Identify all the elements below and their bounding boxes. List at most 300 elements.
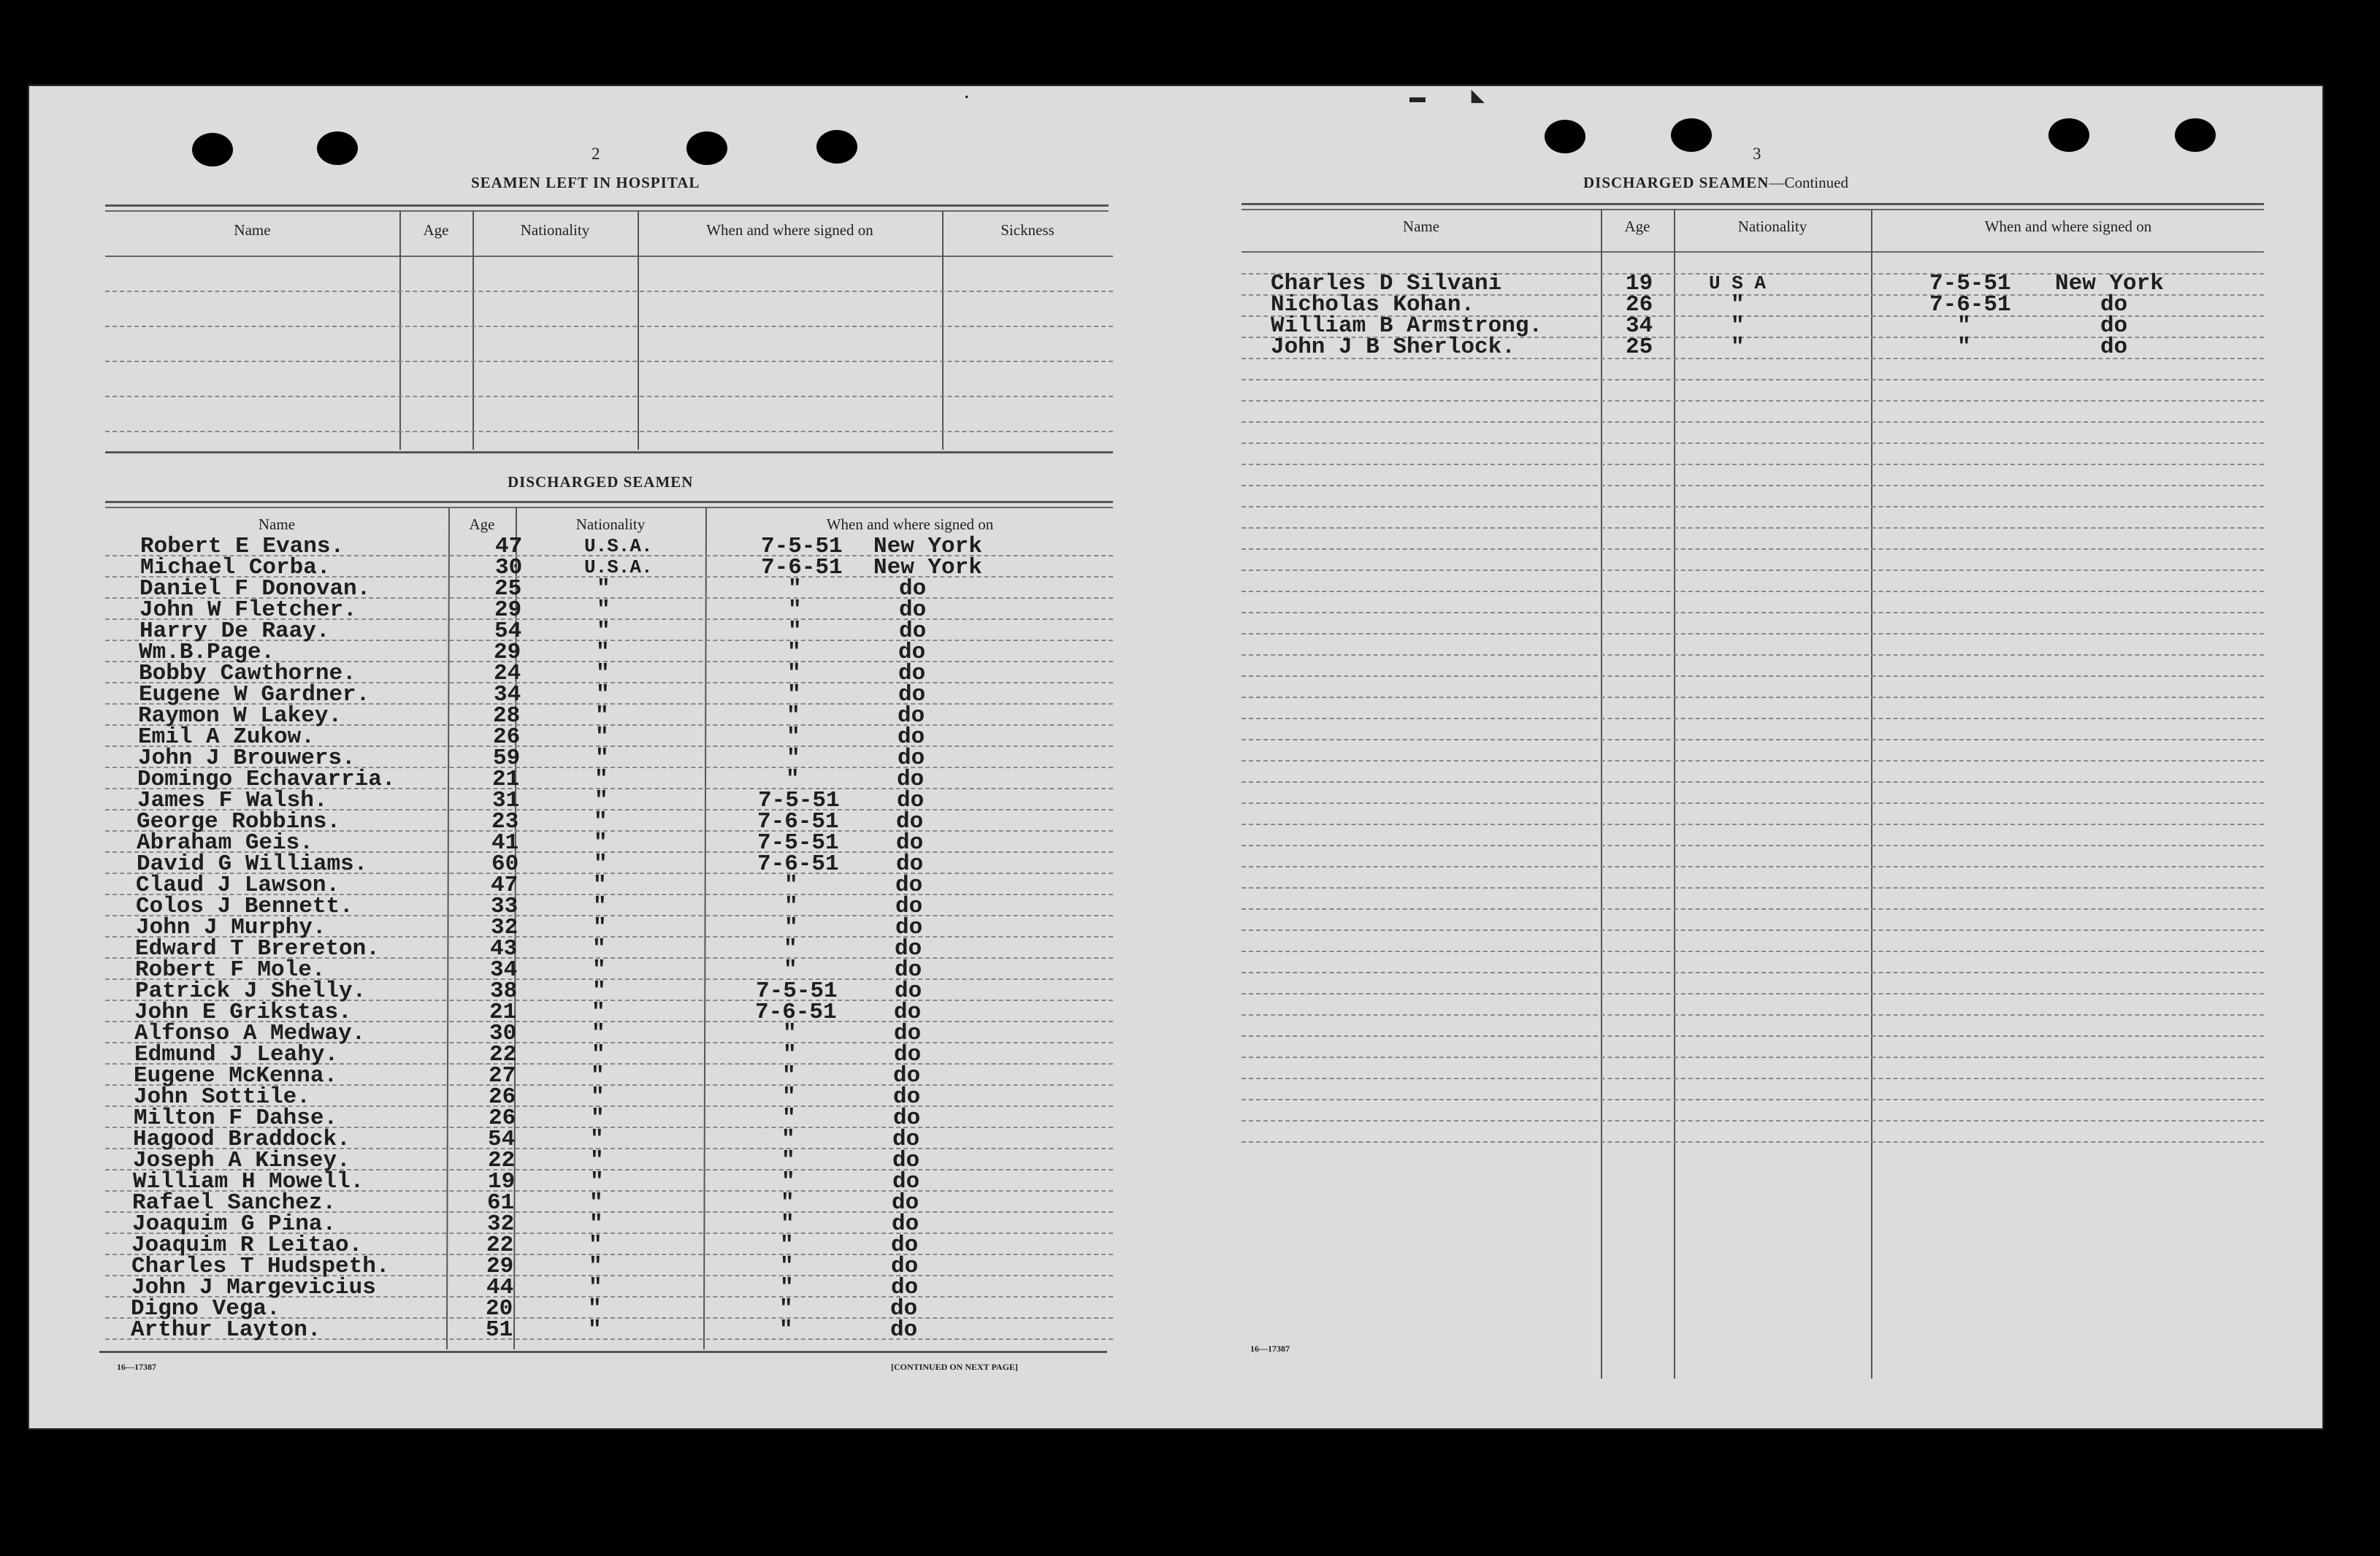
- seaman-nationality: ": [595, 724, 609, 750]
- rule: [105, 501, 1113, 503]
- ruled-line: [1241, 781, 2264, 783]
- signed-on-place: do: [898, 746, 925, 771]
- seaman-name: John E Grikstas.: [134, 1000, 352, 1025]
- hospital-header-nationality: Nationality: [520, 221, 590, 239]
- ruled-line: [1241, 802, 2264, 804]
- signed-on-place: do: [899, 576, 927, 602]
- signed-on-place: New York: [873, 555, 982, 580]
- rule: [99, 1351, 1107, 1353]
- punch-hole: [317, 131, 358, 165]
- ruled-line: [1241, 887, 2264, 889]
- ruled-line: [1241, 548, 2264, 550]
- column-divider: [1871, 209, 1872, 1379]
- seaman-name: Michael Corba.: [140, 555, 331, 580]
- seaman-nationality: ": [589, 1211, 603, 1237]
- seaman-nationality: ": [592, 1021, 605, 1046]
- seaman-age: 22: [486, 1233, 514, 1258]
- seaman-name: Colos J Bennett.: [136, 894, 353, 919]
- ruled-line: [1241, 527, 2264, 529]
- column-divider: [1601, 209, 1602, 1379]
- hospital-header-name: Name: [234, 221, 271, 239]
- seaman-name: Arthur Layton.: [131, 1317, 321, 1343]
- ruled-line: [1241, 485, 2264, 486]
- signed-on-place: do: [893, 1105, 921, 1131]
- signed-on-place: do: [894, 1042, 922, 1068]
- scanned-manifest-spread: [29, 86, 2322, 1428]
- signed-on-date: ": [787, 703, 800, 729]
- continued-section-title: [1583, 174, 1848, 192]
- seaman-nationality: ": [592, 1000, 605, 1025]
- signed-on-date: 7-5-51: [756, 978, 838, 1004]
- ruled-line: [1241, 739, 2264, 740]
- signed-on-place: do: [892, 1211, 919, 1237]
- ruled-line: [1241, 633, 2264, 635]
- signed-on-date: ": [784, 957, 797, 983]
- seaman-nationality: ": [596, 682, 610, 708]
- ruled-line: [1241, 951, 2264, 952]
- ruled-line: [1241, 824, 2264, 825]
- seaman-name: John Sottile.: [134, 1084, 310, 1110]
- seaman-age: 20: [486, 1296, 513, 1322]
- seaman-age: 26: [489, 1105, 516, 1131]
- signed-on-place: do: [892, 1127, 920, 1152]
- seaman-nationality: ": [590, 1148, 604, 1173]
- seaman-nationality: ": [594, 851, 608, 877]
- page-number: 2: [592, 145, 600, 163]
- seaman-nationality: U.S.A.: [584, 535, 653, 557]
- signed-on-date: ": [779, 1317, 793, 1343]
- seaman-age: 54: [488, 1127, 516, 1152]
- seaman-nationality: ": [590, 1169, 604, 1195]
- signed-on-date: ": [781, 1127, 795, 1152]
- signed-on-place: do: [895, 978, 922, 1004]
- signed-on-place: do: [2100, 313, 2128, 339]
- column-divider: [1674, 209, 1675, 1379]
- seaman-nationality: ": [592, 957, 606, 983]
- ink-speck: ◣: [1472, 86, 1484, 104]
- seaman-nationality: ": [589, 1190, 603, 1216]
- signed-on-place: do: [898, 703, 925, 729]
- ruled-line: [1241, 442, 2264, 444]
- signed-on-date: ": [1957, 313, 1971, 339]
- rule: [105, 204, 1109, 207]
- signed-on-date: ": [781, 1211, 795, 1237]
- signed-on-place: do: [895, 957, 922, 983]
- rule: [1241, 251, 2264, 253]
- seaman-nationality: ": [595, 746, 609, 771]
- punch-hole: [686, 131, 727, 165]
- ruled-line: [1241, 760, 2264, 762]
- seaman-age: 29: [494, 640, 521, 665]
- page-number: 3: [1753, 145, 1761, 163]
- signed-on-place: do: [897, 767, 925, 792]
- signed-on-place: do: [891, 1254, 919, 1279]
- punch-hole: [1671, 118, 1712, 152]
- signed-on-date: ": [784, 873, 798, 898]
- seaman-age: 25: [1626, 334, 1653, 360]
- signed-on-place: do: [898, 682, 926, 708]
- ruled-line: [1241, 993, 2264, 994]
- signed-on-place: do: [890, 1317, 918, 1343]
- seaman-age: 19: [488, 1169, 516, 1195]
- column-divider: [942, 210, 944, 450]
- discharged-header-age: Age: [469, 516, 495, 533]
- ink-speck: ·: [964, 88, 970, 106]
- seaman-nationality: ": [593, 915, 607, 940]
- seaman-age: 61: [487, 1190, 515, 1216]
- ruled-line: [1241, 379, 2264, 380]
- ruled-line: [1241, 1014, 2264, 1016]
- seaman-name: Daniel F Donovan.: [139, 576, 371, 602]
- seaman-nationality: ": [1731, 334, 1745, 360]
- seaman-name: Nicholas Kohan.: [1271, 292, 1475, 318]
- signed-on-place: do: [899, 597, 927, 623]
- discharged-header-signed-on: When and where signed on: [826, 516, 994, 533]
- ruled-line: [1241, 1035, 2264, 1037]
- ink-speck: ▬: [1409, 88, 1426, 106]
- seaman-nationality: ": [594, 809, 608, 835]
- signed-on-date: 7-6-51: [757, 851, 839, 877]
- continued-header-name: Name: [1402, 218, 1440, 235]
- signed-on-date: 7-6-51: [761, 555, 843, 580]
- seaman-age: 47: [495, 534, 523, 559]
- continued-header-signed-on: When and where signed on: [1984, 218, 2152, 235]
- seaman-nationality: ": [596, 661, 610, 686]
- seaman-name: Edmund J Leahy.: [134, 1042, 339, 1068]
- seaman-age: 22: [489, 1042, 517, 1068]
- signed-on-place: do: [898, 724, 925, 750]
- seaman-name: Patrick J Shelly.: [135, 978, 367, 1004]
- ruled-line: [1241, 612, 2264, 613]
- signed-on-date: ": [787, 746, 800, 771]
- seaman-nationality: U.S.A.: [584, 556, 653, 578]
- seaman-nationality: ": [589, 1233, 602, 1258]
- column-divider: [638, 210, 639, 450]
- seaman-nationality: ": [597, 597, 611, 623]
- seaman-age: 47: [491, 873, 519, 898]
- seaman-age: 25: [494, 576, 522, 602]
- seaman-nationality: ": [597, 576, 611, 602]
- ruled-line: [1241, 1057, 2264, 1058]
- rule: [105, 256, 1113, 257]
- seaman-nationality: ": [593, 873, 607, 898]
- signed-on-date: ": [788, 618, 802, 644]
- rule: [105, 451, 1113, 453]
- seaman-age: 30: [495, 555, 523, 580]
- seaman-name: John J Margevicius: [131, 1275, 376, 1300]
- discharged-header-name: Name: [258, 516, 296, 533]
- seaman-name: Joaquim R Leitao.: [131, 1233, 363, 1258]
- seaman-nationality: ": [594, 830, 608, 856]
- seaman-age: 34: [494, 682, 521, 708]
- ruled-line: [1241, 1078, 2264, 1079]
- ruled-line: [105, 431, 1113, 432]
- seaman-name: John J Brouwers.: [138, 746, 356, 771]
- seaman-age: 51: [486, 1317, 513, 1343]
- signed-on-date: ": [1957, 334, 1971, 360]
- signed-on-place: do: [899, 618, 927, 644]
- punch-hole: [1545, 120, 1585, 153]
- seaman-name: Edward T Brereton.: [135, 936, 380, 962]
- signed-on-date: ": [783, 1021, 797, 1046]
- signed-on-date: ": [787, 640, 801, 665]
- seaman-age: 29: [494, 597, 522, 623]
- signed-on-place: do: [895, 915, 923, 940]
- seaman-age: 32: [487, 1211, 515, 1237]
- seaman-nationality: U S A: [1709, 272, 1767, 294]
- signed-on-date: 7-6-51: [1929, 292, 2011, 318]
- seaman-age: 24: [494, 661, 521, 686]
- signed-on-date: 7-5-51: [1929, 271, 2011, 296]
- seaman-age: 38: [490, 978, 518, 1004]
- ruled-line: [1241, 972, 2264, 973]
- seaman-name: William B Armstrong.: [1271, 313, 1543, 339]
- ruled-line: [105, 326, 1113, 327]
- signed-on-date: ": [788, 576, 802, 602]
- signed-on-date: ": [780, 1254, 794, 1279]
- seaman-nationality: ": [591, 1105, 605, 1131]
- signed-on-place: do: [895, 873, 923, 898]
- signed-on-date: ": [782, 1063, 796, 1089]
- seaman-name: Robert F Mole.: [135, 957, 326, 983]
- rule: [1241, 203, 2264, 205]
- seaman-name: Bobby Cawthorne.: [139, 661, 356, 686]
- seaman-nationality: ": [594, 788, 608, 813]
- signed-on-date: ": [787, 724, 800, 750]
- seaman-name: Robert E Evans.: [140, 534, 345, 559]
- signed-on-date: ": [784, 915, 798, 940]
- ruled-line: [1241, 570, 2264, 571]
- seaman-nationality: ": [593, 894, 607, 919]
- seaman-nationality: ": [1731, 313, 1745, 339]
- ruled-line: [1241, 1099, 2264, 1100]
- discharged-section-title: DISCHARGED SEAMEN: [508, 473, 694, 491]
- signed-on-place: do: [896, 809, 924, 835]
- ruled-line: [105, 396, 1113, 397]
- seaman-name: Charles T Hudspeth.: [131, 1254, 390, 1279]
- ruled-line: [1241, 845, 2264, 846]
- signed-on-date: ": [784, 894, 798, 919]
- signed-on-date: ": [787, 661, 801, 686]
- seaman-age: 43: [490, 936, 518, 962]
- seaman-age: 41: [491, 830, 519, 856]
- ruled-line: [1241, 464, 2264, 465]
- rule: [105, 507, 1113, 508]
- column-divider: [399, 210, 401, 450]
- signed-on-place: do: [898, 640, 926, 665]
- seaman-age: 26: [1626, 292, 1653, 318]
- ruled-line: [1241, 908, 2264, 910]
- discharged-header-nationality: Nationality: [575, 516, 646, 533]
- signed-on-place: do: [891, 1233, 919, 1258]
- seaman-age: 60: [491, 851, 519, 877]
- seaman-name: Eugene W Gardner.: [139, 682, 370, 708]
- signed-on-place: New York: [2055, 271, 2164, 296]
- seaman-age: 44: [486, 1275, 514, 1300]
- seaman-name: David G Williams.: [137, 851, 368, 877]
- seaman-name: Domingo Echavarria.: [137, 767, 396, 792]
- seaman-age: 26: [489, 1084, 516, 1110]
- signed-on-place: do: [892, 1148, 920, 1173]
- signed-on-date: ": [782, 1084, 796, 1110]
- seaman-nationality: ": [596, 640, 610, 665]
- seaman-nationality: ": [595, 703, 609, 729]
- seaman-age: 28: [493, 703, 521, 729]
- seaman-name: Claud J Lawson.: [136, 873, 340, 898]
- signed-on-date: ": [788, 597, 802, 623]
- seaman-age: 54: [494, 618, 522, 644]
- signed-on-date: 7-6-51: [755, 1000, 837, 1025]
- form-number: 16—17387: [1250, 1344, 1290, 1354]
- seaman-name: James F Walsh.: [137, 788, 328, 813]
- seaman-name: Digno Vega.: [131, 1296, 280, 1322]
- seaman-age: 31: [492, 788, 520, 813]
- signed-on-date: ": [784, 936, 797, 962]
- seaman-nationality: ": [591, 1084, 605, 1110]
- continued-note: [CONTINUED ON NEXT PAGE]: [891, 1362, 1018, 1372]
- seaman-nationality: ": [592, 978, 606, 1004]
- signed-on-date: 7-5-51: [757, 830, 839, 856]
- hospital-header-age: Age: [423, 221, 449, 239]
- seaman-age: 33: [491, 894, 519, 919]
- ruled-line: [1241, 421, 2264, 423]
- seaman-name: Wm.B.Page.: [139, 640, 275, 665]
- seaman-nationality: ": [589, 1254, 602, 1279]
- ruled-line: [1241, 675, 2264, 677]
- ruled-line: [1241, 718, 2264, 719]
- seaman-age: 21: [489, 1000, 517, 1025]
- seaman-nationality: ": [594, 767, 608, 792]
- seaman-age: 23: [491, 809, 519, 835]
- signed-on-place: do: [893, 1084, 921, 1110]
- seaman-age: 34: [1626, 313, 1653, 339]
- continued-title-main: DISCHARGED SEAMEN: [1583, 174, 1769, 191]
- signed-on-place: do: [896, 830, 924, 856]
- seaman-nationality: ": [592, 1042, 605, 1068]
- seaman-name: Rafael Sanchez.: [132, 1190, 337, 1216]
- seaman-name: Charles D Silvani: [1271, 271, 1502, 296]
- column-divider: [703, 508, 707, 1349]
- signed-on-date: 7-5-51: [761, 534, 843, 559]
- seaman-name: John J Murphy.: [136, 915, 326, 940]
- signed-on-place: do: [892, 1190, 919, 1216]
- seaman-age: 26: [493, 724, 521, 750]
- seaman-age: 29: [486, 1254, 514, 1279]
- seaman-name: Eugene McKenna.: [134, 1063, 338, 1089]
- signed-on-place: New York: [873, 534, 982, 559]
- seaman-name: Abraham Geis.: [137, 830, 313, 856]
- ruled-line: [105, 291, 1113, 292]
- seaman-name: Joseph A Kinsey.: [133, 1148, 351, 1173]
- signed-on-date: ": [781, 1148, 795, 1173]
- signed-on-place: do: [2100, 334, 2128, 360]
- ruled-line: [1241, 1120, 2264, 1122]
- ruled-line: [1241, 654, 2264, 656]
- signed-on-date: 7-5-51: [758, 788, 840, 813]
- seaman-name: John J B Sherlock.: [1271, 334, 1515, 360]
- seaman-name: John W Fletcher.: [139, 597, 357, 623]
- ruled-line: [1241, 506, 2264, 507]
- signed-on-place: do: [898, 661, 926, 686]
- seaman-name: Emil A Zukow.: [138, 724, 315, 750]
- continued-header-nationality: Nationality: [1737, 218, 1807, 235]
- ruled-line: [1241, 697, 2264, 698]
- signed-on-place: do: [895, 894, 923, 919]
- hospital-header-signed-on: When and where signed on: [706, 221, 873, 239]
- signed-on-date: ": [779, 1296, 793, 1322]
- signed-on-date: ": [781, 1169, 795, 1195]
- signed-on-place: do: [894, 1000, 922, 1025]
- form-number: 16—17387: [117, 1362, 156, 1372]
- rule: [1241, 209, 2264, 210]
- column-divider: [446, 508, 450, 1349]
- signed-on-date: ": [780, 1233, 794, 1258]
- seaman-name: Raymon W Lakey.: [138, 703, 343, 729]
- seaman-nationality: ": [590, 1127, 604, 1152]
- ruled-line: [1241, 930, 2264, 931]
- signed-on-date: ": [786, 767, 800, 792]
- seaman-age: 21: [492, 767, 520, 792]
- signed-on-place: do: [891, 1275, 919, 1300]
- continued-header-age: Age: [1624, 218, 1650, 235]
- seaman-age: 30: [489, 1021, 517, 1046]
- seaman-name: Joaquim G Pina.: [132, 1211, 337, 1237]
- ruled-line: [1241, 866, 2264, 867]
- signed-on-place: do: [895, 936, 922, 962]
- hospital-header-sickness: Sickness: [1000, 221, 1055, 239]
- seaman-age: 27: [489, 1063, 516, 1089]
- hospital-section-title: SEAMEN LEFT IN HOSPITAL: [471, 174, 700, 191]
- signed-on-date: ": [780, 1275, 794, 1300]
- ruled-line: [1241, 400, 2264, 402]
- punch-hole: [2048, 118, 2089, 152]
- seaman-name: William H Mowell.: [133, 1169, 364, 1195]
- seaman-age: 32: [491, 915, 519, 940]
- punch-hole: [2175, 118, 2216, 152]
- punch-hole: [192, 133, 233, 166]
- continued-title-suffix: —Continued: [1769, 174, 1848, 191]
- seaman-age: 22: [488, 1148, 516, 1173]
- seaman-age: 19: [1626, 271, 1653, 296]
- seaman-name: Harry De Raay.: [139, 618, 330, 644]
- signed-on-date: ": [783, 1042, 797, 1068]
- signed-on-date: ": [787, 682, 801, 708]
- seaman-age: 59: [493, 746, 521, 771]
- rule: [105, 210, 1109, 212]
- seaman-nationality: ": [588, 1317, 602, 1343]
- seaman-nationality: ": [597, 618, 611, 644]
- seaman-name: Milton F Dahse.: [134, 1105, 338, 1131]
- signed-on-place: do: [897, 788, 925, 813]
- signed-on-place: do: [2100, 292, 2128, 318]
- seaman-name: Alfonso A Medway.: [134, 1021, 366, 1046]
- signed-on-place: do: [896, 851, 924, 877]
- signed-on-place: do: [890, 1296, 918, 1322]
- seaman-nationality: ": [591, 1063, 605, 1089]
- signed-on-place: do: [892, 1169, 920, 1195]
- seaman-nationality: ": [588, 1296, 602, 1322]
- ruled-line: [1241, 1141, 2264, 1143]
- seaman-nationality: ": [592, 936, 606, 962]
- seaman-name: George Robbins.: [137, 809, 341, 835]
- punch-hole: [816, 130, 857, 164]
- column-divider: [472, 210, 474, 450]
- signed-on-date: ": [781, 1190, 795, 1216]
- ruled-line: [1241, 591, 2264, 592]
- signed-on-date: ": [782, 1105, 796, 1131]
- signed-on-place: do: [893, 1063, 921, 1089]
- ruled-line: [105, 361, 1113, 362]
